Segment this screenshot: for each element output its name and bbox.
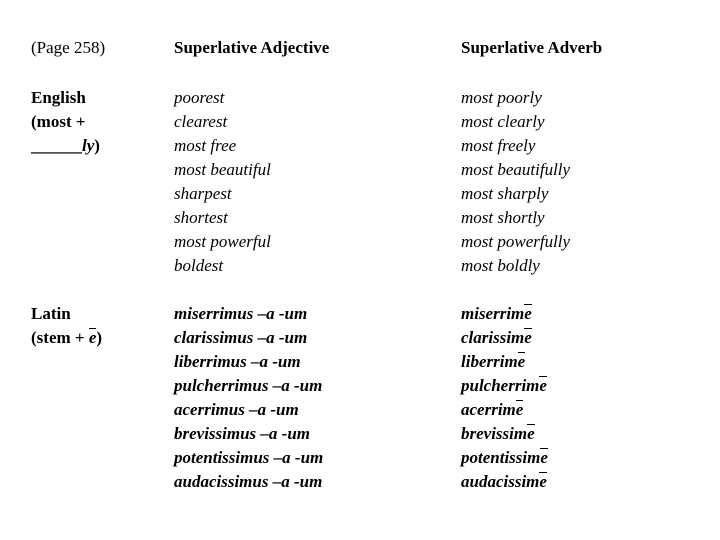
english-adverb: most sharply — [461, 184, 549, 203]
page-reference: (Page 258) — [31, 38, 106, 57]
latin-adjective: potentissimus –a -um — [174, 448, 324, 467]
latin-adverb-ending: e — [539, 374, 547, 398]
latin-adverb-ending: e — [524, 326, 532, 350]
english-adjective: sharpest — [174, 184, 232, 203]
latin-adverb — [461, 398, 548, 422]
latin-row-label — [31, 302, 102, 350]
english-adjective: boldest — [174, 256, 224, 275]
header-superlative-adverb: Superlative Adverb — [461, 38, 603, 57]
latin-adverb-stem: acerrim — [461, 400, 516, 419]
latin-adjective: clarissimus –a -um — [174, 328, 308, 347]
latin-adverb-ending: e — [518, 350, 526, 374]
english-adverb: most beautifully — [461, 160, 571, 179]
english-label-line2: (most + — [31, 112, 86, 131]
english-adjective: most beautiful — [174, 160, 271, 179]
english-adverb: most boldly — [461, 256, 540, 275]
english-adjective: clearest — [174, 112, 228, 131]
latin-adverb-stem: clarissim — [461, 328, 525, 347]
latin-adverb-stem: potentissim — [461, 448, 541, 467]
latin-adverb-ending: e — [527, 422, 535, 446]
latin-adverb-ending: e — [540, 446, 548, 470]
latin-adverb-stem: miserrim — [461, 304, 525, 323]
latin-adverb — [461, 470, 548, 494]
english-adverb: most clearly — [461, 112, 545, 131]
latin-adverb-list — [461, 302, 548, 494]
latin-label-macron-letter: e — [89, 326, 97, 350]
latin-adverb-ending: e — [516, 398, 524, 422]
english-adjective: most powerful — [174, 232, 271, 251]
english-label-suffix: ly — [82, 136, 95, 155]
latin-adverb — [461, 326, 548, 350]
latin-adjective: pulcherrimus –a -um — [174, 376, 323, 395]
english-label-line3 — [31, 134, 100, 158]
latin-adverb-ending: e — [524, 302, 532, 326]
english-adjective-list — [174, 86, 271, 278]
latin-adjective-list — [174, 302, 323, 494]
english-label-blank: ______ — [31, 136, 82, 155]
latin-adverb — [461, 446, 548, 470]
latin-adverb-stem: pulcherrim — [461, 376, 540, 395]
latin-adjective: miserrimus –a -um — [174, 304, 308, 323]
english-label-line1: English — [31, 88, 86, 107]
latin-adverb — [461, 422, 548, 446]
english-adverb-list — [461, 86, 570, 278]
latin-adverb-ending: e — [539, 470, 547, 494]
english-adverb: most poorly — [461, 88, 542, 107]
latin-label-line2 — [31, 326, 102, 350]
latin-adverb — [461, 350, 548, 374]
english-adjective: shortest — [174, 208, 228, 227]
header-superlative-adjective: Superlative Adjective — [174, 38, 330, 57]
english-row-label — [31, 86, 100, 158]
english-adverb: most powerfully — [461, 232, 571, 251]
latin-adjective: liberrimus –a -um — [174, 352, 301, 371]
latin-adjective: audacissimus –a -um — [174, 472, 323, 491]
latin-label-prefix: (stem + — [31, 328, 89, 347]
latin-adverb-stem: liberrim — [461, 352, 518, 371]
english-adverb: most freely — [461, 136, 536, 155]
latin-adverb — [461, 374, 548, 398]
latin-adjective: acerrimus –a -um — [174, 400, 299, 419]
latin-adverb-stem: audacissim — [461, 472, 540, 491]
latin-label-suffix: ) — [96, 328, 103, 347]
english-adjective: poorest — [174, 88, 225, 107]
english-adverb: most shortly — [461, 208, 545, 227]
latin-adverb-stem: brevissim — [461, 424, 528, 443]
english-adjective: most free — [174, 136, 237, 155]
latin-adjective: brevissimus –a -um — [174, 424, 311, 443]
english-label-close: ) — [94, 136, 100, 155]
latin-adverb — [461, 302, 548, 326]
latin-label-line1: Latin — [31, 304, 71, 323]
